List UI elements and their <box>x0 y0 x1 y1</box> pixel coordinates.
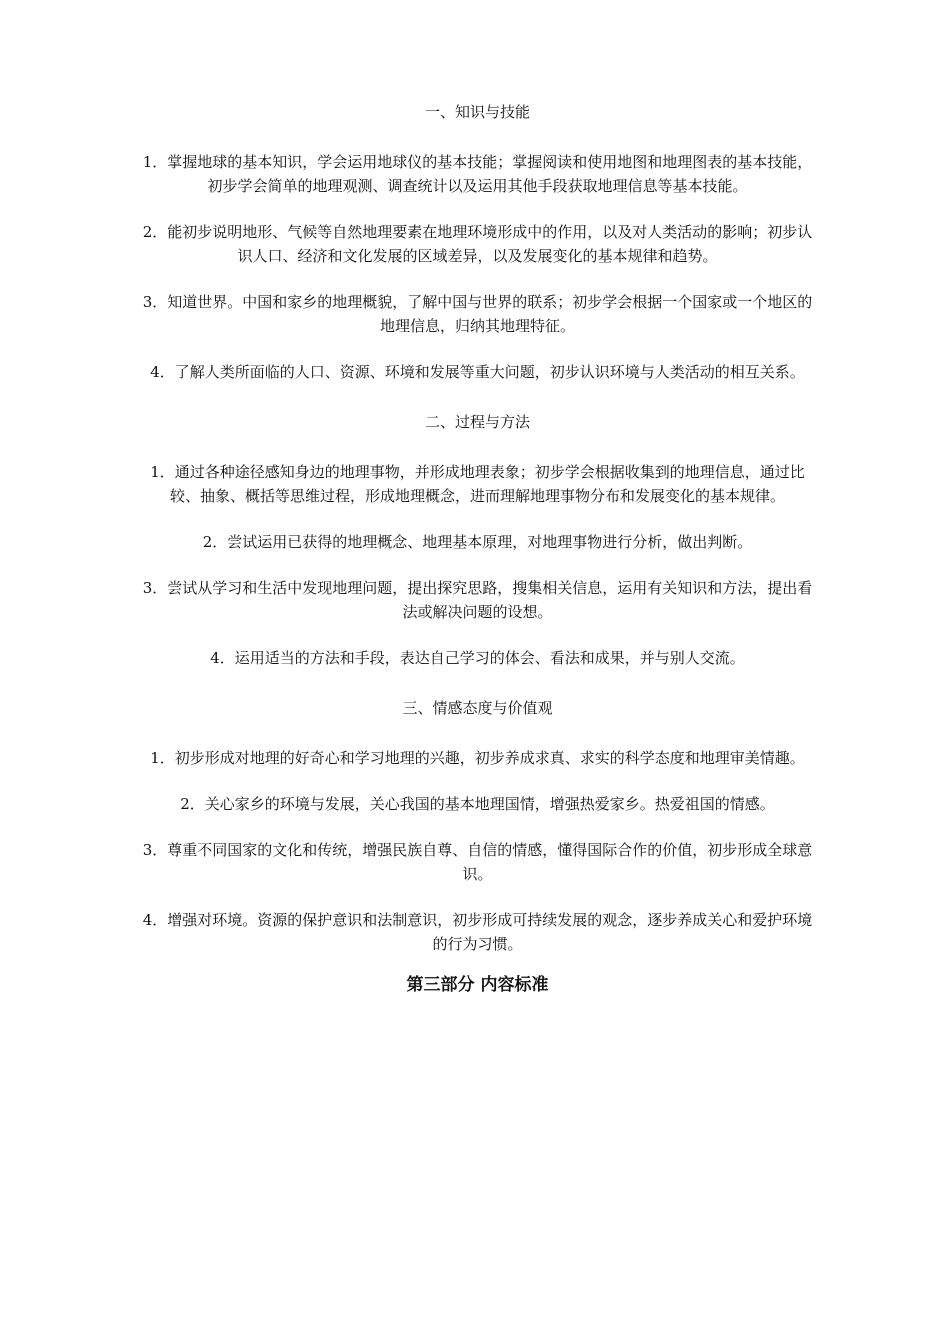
paragraph-2-3: 3．尝试从学习和生活中发现地理问题，提出探究思路，搜集相关信息，运用有关知识和方法，提出看法或解决问题的设想。 <box>142 579 813 621</box>
paragraph-1-2: 2．能初步说明地形、气候等自然地理要素在地理环境形成中的作用，以及对人类活动的影响；初步认识人口、经济和文化发展的区域差异，以及发展变化的基本规律和趋势。 <box>142 223 813 265</box>
paragraph-1-1: 1．掌握地球的基本知识，学会运用地球仪的基本技能；掌握阅读和使用地图和地理图表的基本技能，初步学会简单的地理观测、调查统计以及运用其他手段获取地理信息等基本技能。 <box>142 153 813 195</box>
paragraph-1-3: 3．知道世界。中国和家乡的地理概貌，了解中国与世界的联系；初步学会根据一个国家或一个地区的地理信息，归纳其地理特征。 <box>142 293 813 335</box>
document-page <box>140 100 815 998</box>
section-heading-knowledge-skills: 一、知识与技能 <box>424 103 530 121</box>
paragraph-1-4: 4．了解人类所面临的人口、资源、环境和发展等重大问题，初步认识环境与人类活动的相互关系。 <box>150 363 805 381</box>
paragraph-2-2: 2．尝试运用已获得的地理概念、地理基本原理，对地理事物进行分析，做出判断。 <box>202 533 753 551</box>
paragraph-2-1: 1．通过各种途径感知身边的地理事物，并形成地理表象；初步学会根据收集到的地理信息，通过比较、抽象、概括等思维过程，形成地理概念，进而理解地理事物分布和发展变化的基本规律。 <box>150 463 805 505</box>
paragraph-3-2: 2．关心家乡的环境与发展，关心我国的基本地理国情，增强热爱家乡。热爱祖国的情感。 <box>180 795 775 813</box>
section-heading-process-methods: 二、过程与方法 <box>424 413 530 431</box>
paragraph-2-4: 4．运用适当的方法和手段，表达自己学习的体会、看法和成果，并与别人交流。 <box>210 649 745 667</box>
paragraph-3-4: 4．增强对环境。资源的保护意识和法制意识，初步形成可持续发展的观念，逐步养成关心和爱护环境的行为习惯。 <box>142 911 813 953</box>
part-title: 第三部分 内容标准 <box>406 975 549 995</box>
paragraph-3-3: 3．尊重不同国家的文化和传统，增强民族自尊、自信的情感，懂得国际合作的价值，初步形成全球意识。 <box>142 841 813 883</box>
paragraph-3-1: 1．初步形成对地理的好奇心和学习地理的兴趣，初步养成求真、求实的科学态度和地理审美情趣。 <box>150 749 805 767</box>
section-heading-attitudes-values: 三、情感态度与价值观 <box>402 699 553 717</box>
